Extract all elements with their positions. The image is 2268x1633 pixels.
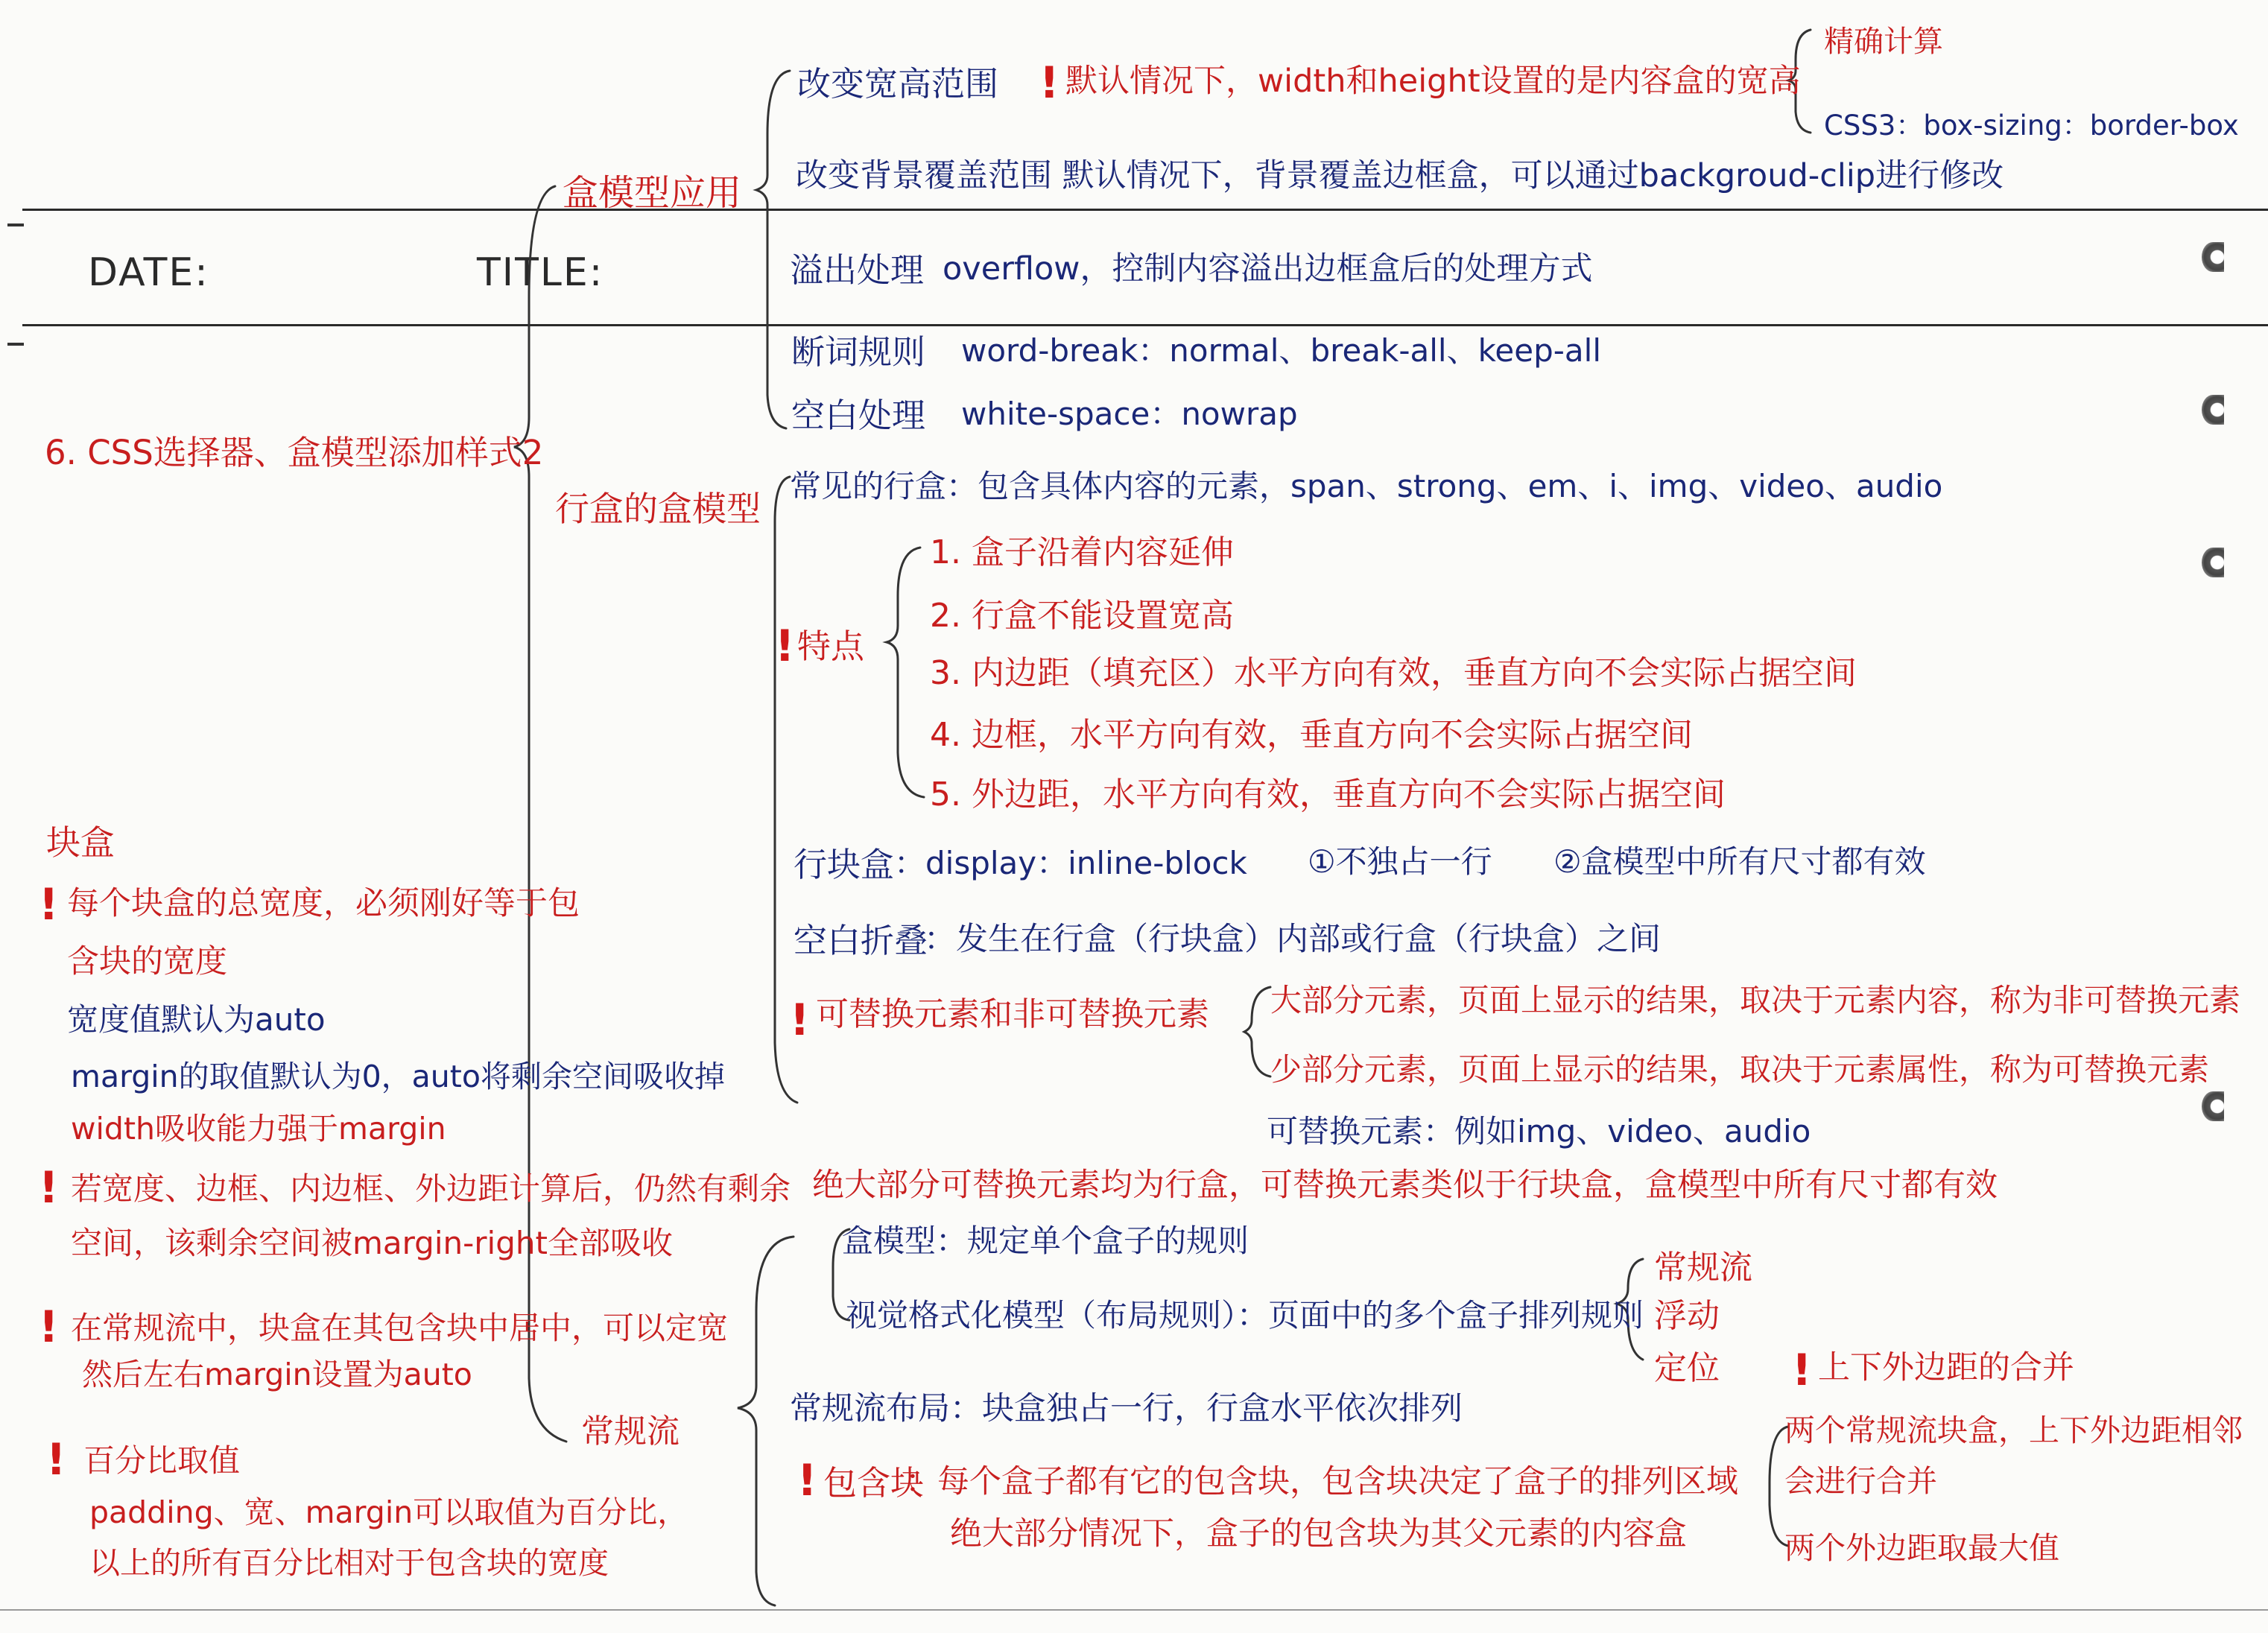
containing-block-label: 包含块 xyxy=(823,1463,925,1503)
block-box-title: 块盒 xyxy=(46,822,115,863)
replaced-note: 绝大部分可替换元素均为行盒，可替换元素类似于行块盒，盒模型中所有尺寸都有效 xyxy=(812,1167,1998,1204)
normal-flow-label: 常规流 xyxy=(581,1412,680,1450)
block-total-width-2: 含块的宽度 xyxy=(67,943,227,980)
important-mark: ! xyxy=(39,1301,59,1352)
containing-block-1: ：每个盒子都有它的包含块，包含块决定了盒子的排列区域 xyxy=(905,1463,1738,1500)
date-label: DATE: xyxy=(88,250,209,295)
replaced-non: 大部分元素，页面上显示的结果，取决于元素内容，称为非可替换元素 xyxy=(1270,982,2241,1018)
margin-merge-label: 上下外边距的合并 xyxy=(1818,1349,2074,1386)
replaced-label: 可替换元素和非可替换元素 xyxy=(816,995,1209,1033)
change-size-label: 改变宽高范围 xyxy=(797,64,999,104)
title-label: TITLE: xyxy=(477,250,604,295)
replaced-yes: 少部分元素，页面上显示的结果，取决于元素属性，称为可替换元素 xyxy=(1270,1051,2210,1088)
white-space-label: 空白处理 xyxy=(791,396,926,435)
inline-block-point-1: ①不独占一行 xyxy=(1308,843,1492,880)
replaced-examples: 可替换元素：例如img、video、audio xyxy=(1267,1113,1811,1150)
block-total-width-1: 每个块盒的总宽度，必须刚好等于包 xyxy=(67,885,580,922)
important-mark: ! xyxy=(790,995,810,1045)
important-mark: ! xyxy=(1039,57,1059,108)
root-topic: 6. CSS选择器、盒模型添加样式2 xyxy=(45,433,544,472)
important-mark: ! xyxy=(39,879,59,930)
margin-merge-2: 会进行合并 xyxy=(1784,1463,1937,1499)
features-label: 特点 xyxy=(797,627,865,666)
feature-5: 5. 外边距，水平方向有效，垂直方向不会实际占据空间 xyxy=(930,776,1726,814)
box-model-rule: 盒模型：规定单个盒子的规则 xyxy=(842,1223,1249,1259)
feature-4: 4. 边框，水平方向有效，垂直方向不会实际占据空间 xyxy=(930,716,1693,754)
important-mark: ! xyxy=(39,1162,59,1213)
block-center-2: 然后左右margin设置为auto xyxy=(82,1357,472,1392)
overflow-label: 溢出处理 xyxy=(790,250,925,290)
block-center-1: 在常规流中，块盒在其包含块中居中，可以定宽 xyxy=(71,1310,729,1346)
margin-merge-3: 两个外边距取最大值 xyxy=(1784,1530,2059,1566)
overflow-text: overflow，控制内容溢出边框盒后的处理方式 xyxy=(943,250,1593,288)
feature-2: 2. 行盒不能设置宽高 xyxy=(930,597,1234,635)
percent-line-2: 以上的所有百分比相对于包含块的宽度 xyxy=(89,1545,609,1581)
important-mark: ! xyxy=(46,1434,66,1485)
visual-format-model: 视觉格式化模型（布局规则）：页面中的多个盒子排列规则 xyxy=(846,1297,1644,1334)
whitespace-fold-label: 空白折叠 xyxy=(794,921,928,960)
inline-block-point-2: ②盒模型中所有尺寸都有效 xyxy=(1553,843,1926,880)
block-remain-1: 若宽度、边框、内边框、外边距计算后，仍然有剩余 xyxy=(71,1170,791,1207)
inline-common: 常见的行盒：包含具体内容的元素，span、strong、em、i、img、video、audio xyxy=(790,468,1943,504)
flow-type-normal: 常规流 xyxy=(1654,1249,1752,1287)
margin-merge-1: 两个常规流块盒，上下外边距相邻 xyxy=(1784,1412,2243,1448)
block-remain-2: 空间，该剩余空间被margin-right全部吸收 xyxy=(71,1225,673,1261)
size-option-boxsizing: CSS3：box-sizing：border-box xyxy=(1824,110,2239,142)
white-space-text: white-space：nowrap xyxy=(961,396,1298,432)
box-model-app-label: 盒模型应用 xyxy=(563,172,742,214)
word-break-text: word-break：normal、break-all、keep-all xyxy=(961,332,1601,369)
change-size-text: 默认情况下，width和height设置的是内容盒的宽高 xyxy=(1065,63,1801,100)
percent-line-1: padding、宽、margin可以取值为百分比， xyxy=(89,1494,688,1530)
block-width-default: 宽度值默认为auto xyxy=(67,1001,326,1038)
change-bg-text: 改变背景覆盖范围 默认情况下，背景覆盖边框盒，可以通过backgroud-clip进行修改 xyxy=(796,157,2004,194)
inline-block-text: ：display：inline-block xyxy=(894,845,1247,881)
flow-type-position: 定位 xyxy=(1654,1349,1720,1387)
block-width-priority: width吸收能力强于margin xyxy=(71,1111,446,1147)
inline-box-model-label: 行盒的盒模型 xyxy=(555,489,761,529)
important-mark: ! xyxy=(1792,1345,1812,1395)
flow-type-float: 浮动 xyxy=(1654,1297,1720,1335)
whitespace-fold-text: ：发生在行盒（行块盒）内部或行盒（行块盒）之间 xyxy=(924,921,1661,958)
feature-3: 3. 内边距（填充区）水平方向有效，垂直方向不会实际占据空间 xyxy=(930,654,1857,692)
word-break-label: 断词规则 xyxy=(791,332,926,372)
containing-block-2: 绝大部分情况下，盒子的包含块为其父元素的内容盒 xyxy=(950,1515,1687,1553)
percent-label: 百分比取值 xyxy=(83,1442,241,1479)
inline-block-label: 行块盒 xyxy=(794,845,895,884)
normal-flow-layout: 常规流布局：块盒独占一行，行盒水平依次排列 xyxy=(790,1390,1463,1427)
block-margin-default: margin的取值默认为0，auto将剩余空间吸收掉 xyxy=(71,1059,725,1094)
size-option-precise: 精确计算 xyxy=(1824,25,1943,59)
important-mark: ! xyxy=(775,621,795,671)
feature-1: 1. 盒子沿着内容延伸 xyxy=(930,533,1234,571)
important-mark: ! xyxy=(797,1455,817,1506)
